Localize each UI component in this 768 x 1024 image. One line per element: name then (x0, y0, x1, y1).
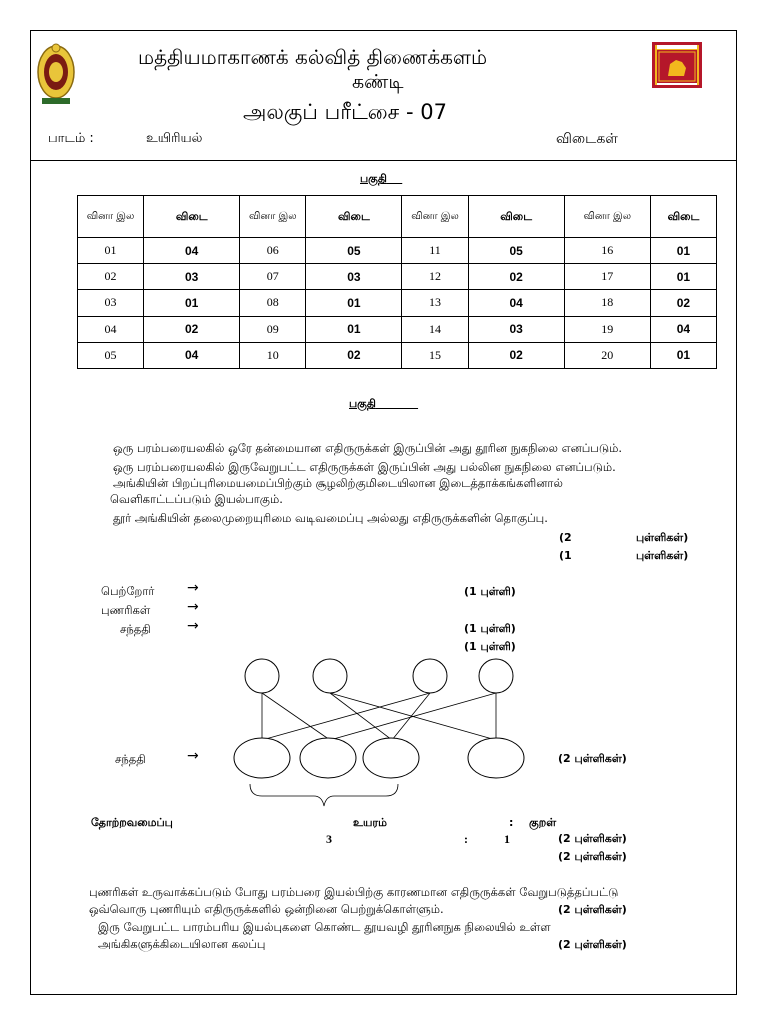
marks-a-label: புள்ளிகள்) (636, 531, 689, 544)
q-cell: 16 (564, 238, 650, 264)
ratio-left: 3 (326, 832, 332, 846)
q-cell: 01 (78, 238, 144, 264)
mark-2b: (2 புள்ளிகள்) (558, 832, 627, 845)
def-line-5: தூர் அங்கியின் தலைமுறையுரிமை வடிவமைப்பு அல்லது எதிருருக்களின் தொகுப்பு. (113, 511, 548, 525)
a-cell: 02 (306, 342, 402, 368)
col-a-header: விடை (468, 196, 564, 238)
marks-b-num: (1 (559, 549, 572, 562)
def-line-4: வெளிகாட்டப்படும் இயல்பாகும். (110, 492, 283, 506)
arrow-icon: → (187, 580, 199, 596)
q-cell: 12 (402, 264, 468, 290)
q-cell: 03 (78, 290, 144, 316)
final-line-1: புணரிகள் உருவாக்கப்படும் போது பரம்பரை இயல்பிற்கு காரணமான எதிருருக்கள் வேறுபடுத்தப்பட்டு (89, 885, 619, 899)
tall-label: உயரம் (353, 816, 387, 829)
q-cell: 06 (240, 238, 306, 264)
mark-2d: (2 புள்ளிகள்) (558, 903, 627, 916)
final-line-2: ஒவ்வொரு புணரியும் எதிருருக்களில் ஒன்றினை பெற்றுக்கொள்ளும். (89, 902, 444, 916)
a-cell: 01 (144, 290, 240, 316)
q-cell: 18 (564, 290, 650, 316)
q-cell: 02 (78, 264, 144, 290)
q-cell: 08 (240, 290, 306, 316)
arrow-icon: → (187, 618, 199, 634)
offspring-ellipse-3 (363, 738, 419, 778)
q-cell: 14 (402, 316, 468, 342)
col-a-header: விடை (306, 196, 402, 238)
col-a-header: விடை (650, 196, 716, 238)
gamete-circle-1 (245, 659, 279, 693)
col-q-header: வினா இல (564, 196, 650, 238)
a-cell: 02 (650, 290, 716, 316)
offspring-label: சந்ததி (120, 622, 151, 636)
colon-1: : (509, 816, 514, 829)
a-cell: 04 (468, 290, 564, 316)
q-cell: 10 (240, 342, 306, 368)
offspring-ellipse-2 (300, 738, 356, 778)
mark-1c: (1 புள்ளி) (464, 640, 516, 653)
q-cell: 20 (564, 342, 650, 368)
offspring-label-2: சந்ததி (115, 752, 146, 766)
a-cell: 01 (650, 342, 716, 368)
offspring-ellipse-1 (234, 738, 290, 778)
a-cell: 01 (306, 290, 402, 316)
col-q-header: வினா இல (78, 196, 144, 238)
q-cell: 15 (402, 342, 468, 368)
mark-2c: (2 புள்ளிகள்) (558, 850, 627, 863)
final-line-4: அங்கிகளுக்கிடையிலான கலப்பு (98, 937, 266, 951)
arrow-icon: → (187, 748, 199, 764)
def-line-1: ஒரு பரம்பரையலகில் ஒரே தன்மையான எதிருருக்கள் இருப்பின் அது தூரின நுகநிலை எனப்படும். (113, 441, 623, 455)
ratio-right: 1 (504, 832, 510, 846)
dept-title: மத்தியமாகாணக் கல்வித் திணைக்களம் (138, 45, 488, 69)
col-a-header: விடை (144, 196, 240, 238)
a-cell: 03 (144, 264, 240, 290)
final-line-3: இரு வேறுபட்ட பாரம்பரிய இயல்புகளை கொண்ட தூயவழி தூரினநுக நிலையில் உள்ள (98, 920, 551, 934)
q-cell: 17 (564, 264, 650, 290)
col-q-header: வினா இல (240, 196, 306, 238)
q-cell: 09 (240, 316, 306, 342)
q-cell: 13 (402, 290, 468, 316)
a-cell: 04 (650, 316, 716, 342)
q-cell: 11 (402, 238, 468, 264)
a-cell: 03 (468, 316, 564, 342)
mark-2a: (2 புள்ளிகள்) (558, 752, 627, 765)
a-cell: 04 (144, 342, 240, 368)
a-cell: 01 (650, 264, 716, 290)
section2-title: பகுதி (349, 397, 376, 410)
def-line-2: ஒரு பரம்பரையலகில் இருவேறுபட்ட எதிருருக்கள் இருப்பின் அது பல்லின நுகநிலை எனப்படும். (113, 460, 616, 474)
city-title: கண்டி (352, 71, 404, 93)
parents-label: பெற்றோர் (101, 584, 155, 598)
answers-label: விடைகள் (556, 131, 618, 147)
q-cell: 19 (564, 316, 650, 342)
short-label: குறள் (529, 816, 557, 829)
mark-1a: (1 புள்ளி) (464, 585, 516, 598)
mark-1b: (1 புள்ளி) (464, 622, 516, 635)
a-cell: 03 (306, 264, 402, 290)
a-cell: 02 (468, 342, 564, 368)
marks-b-label: புள்ளிகள்) (636, 549, 689, 562)
q-cell: 04 (78, 316, 144, 342)
grouping-brace (250, 784, 398, 806)
a-cell: 05 (468, 238, 564, 264)
def-line-3: அங்கியின் பிறப்புரிமையமைப்பிற்கும் சூழலிற்குமிடையிலான இடைத்தாக்கங்களினால் (113, 476, 563, 490)
gamete-circle-3 (413, 659, 447, 693)
gametes-label: புணரிகள் (101, 603, 151, 617)
ratio-colon: : (464, 832, 468, 846)
a-cell: 01 (306, 316, 402, 342)
a-cell: 02 (468, 264, 564, 290)
gamete-circle-4 (479, 659, 513, 693)
subject-value: உயிரியல் (146, 131, 203, 146)
col-q-header: வினா இல (402, 196, 468, 238)
exam-title: அலகுப் பரீட்சை - 07 (243, 100, 447, 124)
phenotype-label: தோற்றவமைப்பு (91, 816, 173, 829)
a-cell: 01 (650, 238, 716, 264)
gamete-circle-2 (313, 659, 347, 693)
offspring-ellipse-4 (468, 738, 524, 778)
subject-label: பாடம் : (48, 131, 94, 146)
q-cell: 05 (78, 342, 144, 368)
section1-title: பகுதி (360, 172, 387, 185)
a-cell: 02 (144, 316, 240, 342)
a-cell: 04 (144, 238, 240, 264)
mark-2e: (2 புள்ளிகள்) (558, 938, 627, 951)
marks-a-num: (2 (559, 531, 572, 544)
a-cell: 05 (306, 238, 402, 264)
arrow-icon: → (187, 599, 199, 615)
q-cell: 07 (240, 264, 306, 290)
